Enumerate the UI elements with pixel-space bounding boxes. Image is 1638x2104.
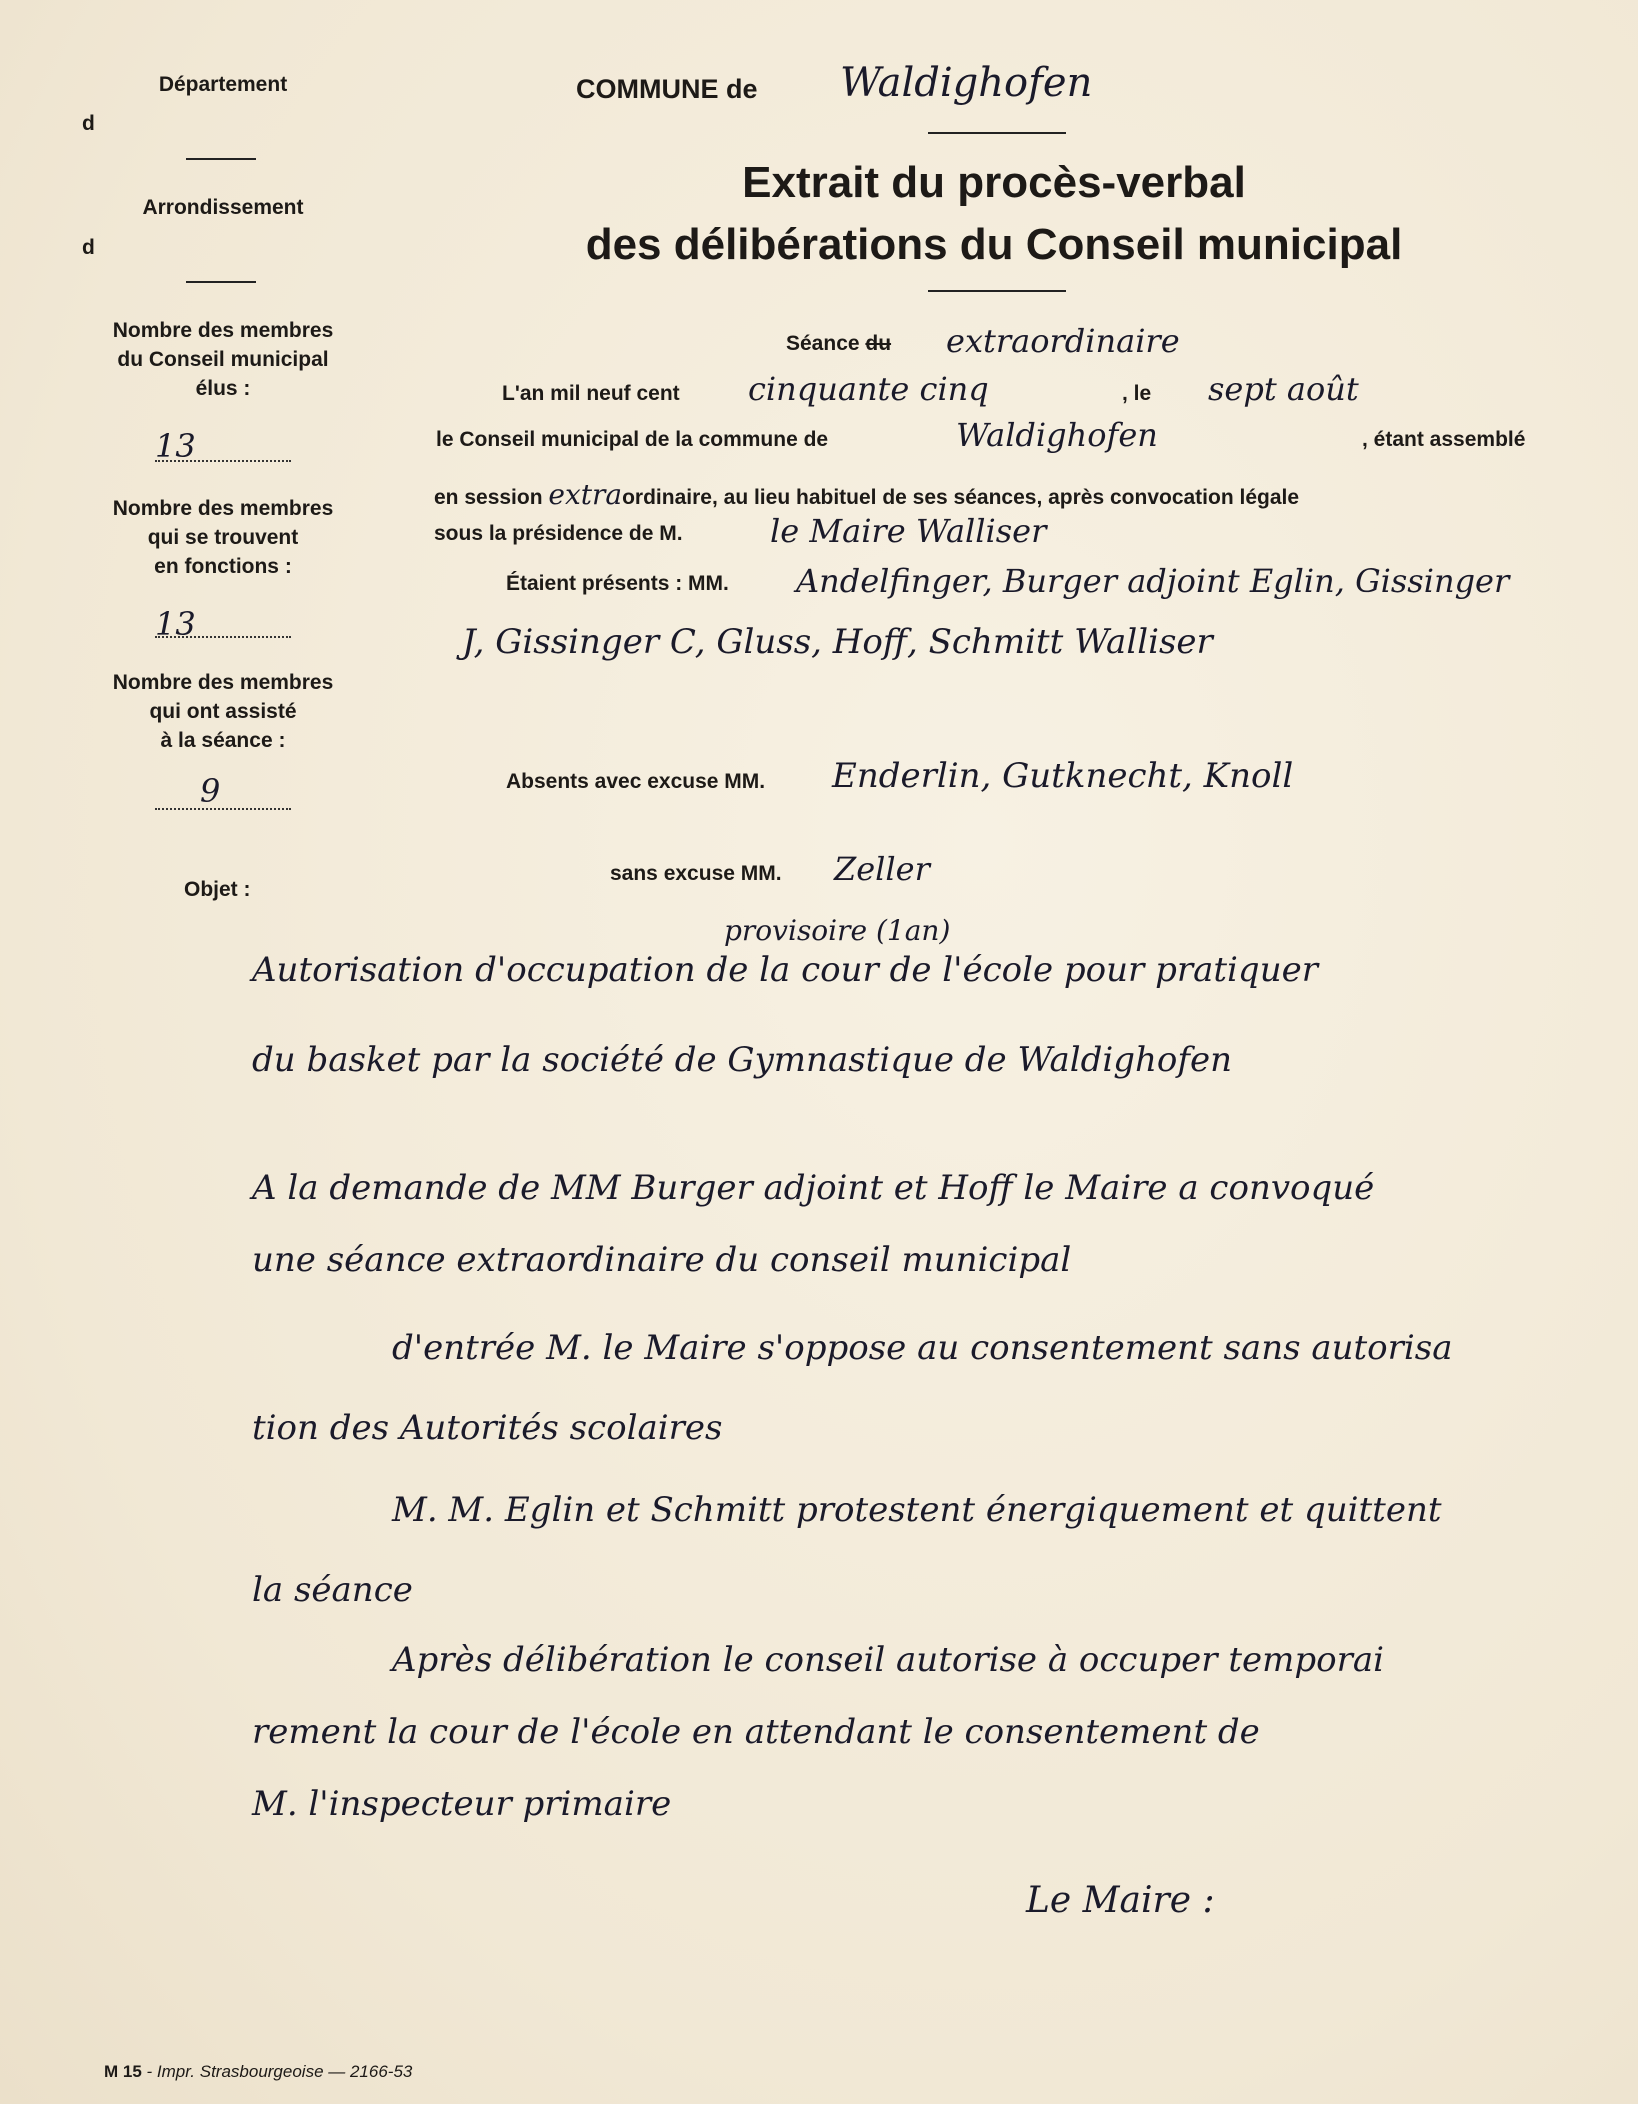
membres-assiste-dotline — [155, 808, 291, 810]
session-line: en session extraordinaire, au lieu habituel de ses séances, après convocation légale — [434, 478, 1300, 511]
sans-excuse-label: sans excuse MM. — [610, 862, 782, 885]
body-line: tion des Autorités scolaires — [252, 1408, 723, 1448]
membres-assiste-value: 9 — [200, 772, 221, 810]
form-code: M 15 — [104, 2062, 142, 2081]
arrondissement-rule — [186, 281, 256, 283]
arrondissement-d-prefix: d — [82, 236, 95, 259]
conseil-label: le Conseil municipal de la commune de — [436, 428, 829, 451]
title-line-1: Extrait du procès-verbal — [742, 158, 1246, 207]
body-line: du basket par la société de Gymnastique de Waldighofen — [252, 1040, 1232, 1080]
title-line-2: des délibérations du Conseil municipal — [585, 220, 1403, 269]
body-line: M. M. Eglin et Schmitt protestent énergiquement et quittent — [392, 1490, 1442, 1530]
body-line: rement la cour de l'école en attendant le consentement de — [252, 1712, 1260, 1752]
date-value: sept août — [1208, 370, 1359, 408]
membres-elus-dotline — [155, 460, 291, 462]
an-value: cinquante cinq — [748, 370, 989, 408]
objet-insert: provisoire (1an) — [724, 914, 951, 947]
presidence-label: sous la présidence de M. — [434, 522, 683, 545]
le-label: , le — [1122, 382, 1152, 405]
seance-value: extraordinaire — [946, 322, 1180, 360]
departement-d-prefix: d — [82, 112, 95, 135]
membres-assiste-label: Nombre des membres qui ont assisté à la séance : — [112, 671, 334, 752]
seance-label: Séance du — [786, 332, 892, 355]
footer-imprint-line — [104, 2062, 412, 2082]
body-line: la séance — [252, 1570, 413, 1610]
body-line: A la demande de MM Burger adjoint et Hoff le Maire a convoqué — [252, 1168, 1375, 1208]
body-line: Après délibération le conseil autorise à occuper temporai — [392, 1640, 1384, 1680]
imprint: - Impr. Strasbourgeoise — 2166-53 — [146, 2062, 413, 2081]
body-line: d'entrée M. le Maire s'oppose au consentement sans autorisa — [392, 1328, 1453, 1368]
seance-struck-word: du — [865, 332, 892, 355]
presidence-value: le Maire Walliser — [770, 512, 1047, 550]
body-line: Autorisation d'occupation de la cour de l'école pour pratiquer — [252, 950, 1318, 990]
presents-line-2: J, Gissinger C, Gluss, Hoff, Schmitt Walliser — [462, 622, 1213, 662]
signature-label: Le Maire : — [1026, 1880, 1215, 1921]
commune-label: COMMUNE de — [576, 74, 758, 104]
assemble-label: , étant assemblé — [1362, 428, 1526, 451]
membres-fonctions-dotline — [155, 636, 291, 638]
body-line: une séance extraordinaire du conseil municipal — [252, 1240, 1072, 1280]
presents-line-1: Andelfinger, Burger adjoint Eglin, Gissinger — [796, 562, 1510, 600]
membres-elus-label: Nombre des membres du Conseil municipal élus : — [112, 319, 334, 400]
commune-rule — [928, 132, 1066, 134]
absents-value: Enderlin, Gutknecht, Knoll — [832, 756, 1294, 796]
commune-value: Waldighofen — [840, 60, 1093, 106]
session-value: extra — [548, 478, 623, 511]
membres-elus-value: 13 — [155, 427, 196, 465]
departement-rule — [186, 158, 256, 160]
objet-label: Objet : — [184, 878, 251, 901]
membres-fonctions-label: Nombre des membres qui se trouvent en fonctions : — [112, 497, 334, 578]
conseil-commune: Waldighofen — [956, 416, 1158, 454]
sans-excuse-value: Zeller — [834, 850, 930, 888]
departement-label: Département — [158, 73, 288, 96]
arrondissement-label: Arrondissement — [142, 196, 304, 219]
title-rule — [928, 290, 1066, 292]
body-line: M. l'inspecteur primaire — [252, 1784, 672, 1824]
membres-fonctions-value: 13 — [155, 605, 196, 643]
presents-label: Étaient présents : MM. — [506, 572, 729, 595]
an-label: L'an mil neuf cent — [502, 382, 680, 405]
absents-label: Absents avec excuse MM. — [506, 770, 766, 793]
